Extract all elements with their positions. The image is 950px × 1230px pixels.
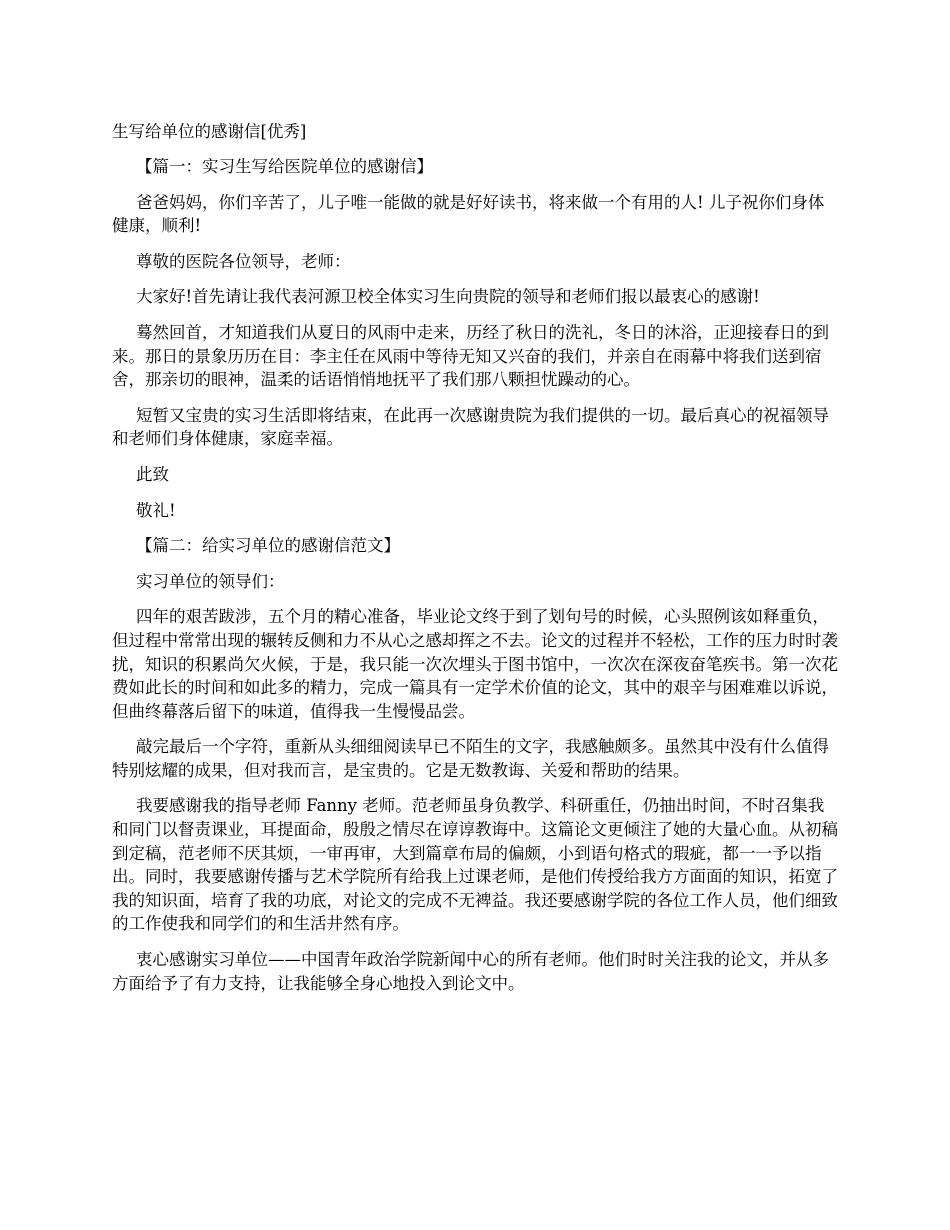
paragraph: 我要感谢我的指导老师 Fanny 老师。范老师虽身负教学、科研重任，仍抽出时间，不时召集我和同门以督责课业，耳提面命，殷殷之情尽在谆谆教诲中。这篇论文更倾注了她的大量心血。从初稿到定稿，范老师不厌其烦，一审再审，大到篇章布局的偏颇，小到语句格式的瑕疵，都一一予以指出。同时，我要感谢传播与艺术学院所有给我上过课老师，是他们传授给我方方面面的知识，拓宽了我的知识面，培育了我的功底，对论文的完成不无裨益。我还要感谢学院的各位工作人员，他们细致的工作使我和同学们的和生活井然有序。: [112, 796, 838, 934]
document-page: [112, 119, 838, 1007]
paragraph: 敲完最后一个字符，重新从头细细阅读早已不陌生的文字，我感触颇多。虽然其中没有什么值得特别炫耀的成果，但对我而言，是宝贵的。它是无数教诲、关爱和帮助的结果。: [112, 737, 829, 780]
paragraph: 大家好!首先请让我代表河源卫校全体实习生向贵院的领导和老师们报以最衷心的感谢!: [136, 287, 760, 307]
paragraph: 短暂又宝贵的实习生活即将结束，在此再一次感谢贵院为我们提供的一切。最后真心的祝福领导和老师们身体健康，家庭幸福。: [112, 405, 829, 449]
section-heading-2: 【篇二：给实习单位的感谢信范文】: [136, 536, 400, 556]
paragraph: 四年的艰苦跋涉，五个月的精心准备，毕业论文终于到了划句号的时候，心头照例该如释重负，但过程中常常出现的辗转反侧和力不从心之感却挥之不去。论文的过程并不轻松，工作的压力时时袭扰，知识的积累尚欠火候，于是，我只能一次次埋头于图书馆中，一次次在深夜奋笔疾书。第一次花费如此长的时间和如此多的精力，完成一篇具有一定学术价值的论文，其中的艰辛与困难难以诉说，但曲终幕落后留下的味道，值得我一生慢慢品尝。: [112, 607, 838, 721]
closing-line: 敬礼!: [136, 500, 176, 520]
salutation: 实习单位的领导们：: [136, 571, 285, 591]
section-heading-1: 【篇一：实习生写给医院单位的感谢信】: [136, 157, 433, 176]
document-title: 生写给单位的感谢信[优秀]: [112, 122, 307, 141]
paragraph: 蓦然回首，才知道我们从夏日的风雨中走来，历经了秋日的洗礼，冬日的沐浴，正迎接春日的到来。那日的景象历历在目：李主任在风雨中等待无知又兴奋的我们，并亲自在雨幕中将我们送到宿舍，那亲切的眼神，温柔的话语悄悄地抚平了我们那八颗担忧躁动的心。: [112, 322, 829, 390]
closing-line: 此致: [136, 464, 169, 484]
salutation: 尊敬的医院各位领导，老师：: [136, 251, 351, 271]
paragraph: 爸爸妈妈，你们辛苦了，儿子唯一能做的就是好好读书，将来做一个有用的人! 儿子祝你们身体健康，顺利!: [112, 192, 825, 236]
paragraph: 衷心感谢实习单位——中国青年政治学院新闻中心的所有老师。他们时时关注我的论文，并从多方面给予了有力支持，让我能够全身心地投入到论文中。: [112, 950, 829, 993]
